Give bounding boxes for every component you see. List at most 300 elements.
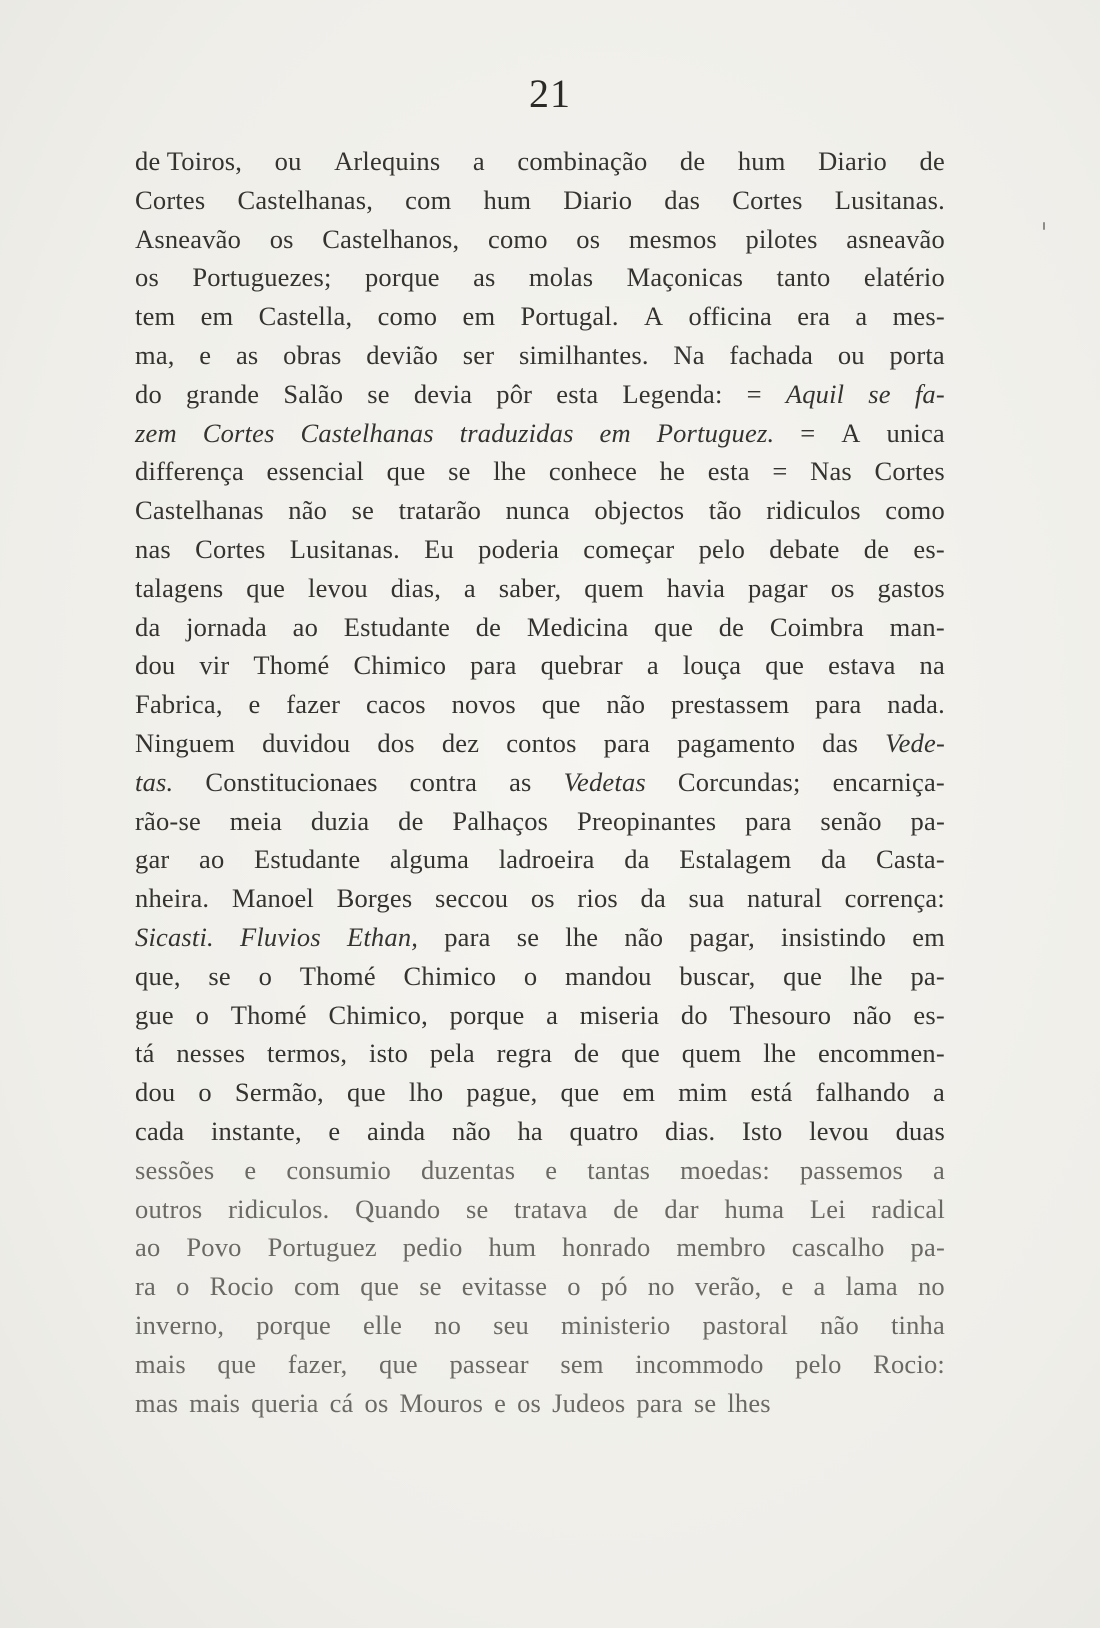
word: em xyxy=(462,301,496,332)
word: dou xyxy=(135,650,176,681)
word: no xyxy=(434,1309,462,1340)
word: de xyxy=(398,805,424,836)
word: e xyxy=(328,1115,341,1146)
word: Judeos xyxy=(552,1387,626,1418)
word: Diario xyxy=(818,146,887,176)
text-line xyxy=(135,258,945,297)
text-line xyxy=(135,491,945,530)
word: Mouros xyxy=(399,1387,484,1418)
word: Vedetas xyxy=(563,766,646,797)
word: de xyxy=(919,146,945,176)
word: Corcundas; xyxy=(677,766,801,797)
word: mandou xyxy=(565,960,652,991)
word: a xyxy=(813,1271,826,1302)
word: pague, xyxy=(466,1077,538,1108)
word: e xyxy=(781,1271,794,1302)
word: dos xyxy=(377,727,415,758)
word: inverno, xyxy=(135,1309,225,1340)
word: estava xyxy=(828,650,896,681)
word: nheira. xyxy=(135,883,210,914)
word: os xyxy=(576,223,601,254)
word: o xyxy=(198,1077,212,1108)
word: está xyxy=(750,1077,793,1108)
word: e xyxy=(494,1387,507,1418)
word: a xyxy=(546,999,559,1030)
word: = xyxy=(772,456,788,487)
word: Ethan, xyxy=(346,921,419,952)
word: pa- xyxy=(910,805,945,836)
word: duzia xyxy=(310,805,370,836)
word: differença xyxy=(135,456,244,487)
word: duvidou xyxy=(262,727,351,758)
word: que xyxy=(217,1348,257,1379)
word: que xyxy=(621,1038,660,1069)
word: Isto xyxy=(741,1115,783,1146)
text-line xyxy=(135,1190,945,1229)
word: Portuguez xyxy=(267,1232,377,1263)
word: Nas xyxy=(810,456,852,487)
word: Eu xyxy=(424,533,454,564)
word: esta xyxy=(707,456,750,487)
word: o xyxy=(567,1271,581,1302)
word: debate xyxy=(769,533,840,564)
word: tá xyxy=(135,1038,155,1069)
text-line xyxy=(135,530,945,569)
word: Salão xyxy=(283,378,344,409)
word: se xyxy=(868,378,891,409)
word: se xyxy=(208,960,231,991)
word: cacos xyxy=(365,689,426,720)
word: que xyxy=(783,960,823,991)
word: lhe xyxy=(493,456,527,487)
word: Sermão, xyxy=(234,1077,324,1108)
word: sem xyxy=(560,1348,604,1379)
word: passear xyxy=(449,1348,529,1379)
word: insistindo xyxy=(781,921,887,952)
word: para xyxy=(745,805,792,836)
word: tratarão xyxy=(398,495,482,526)
word: termos, xyxy=(267,1038,348,1069)
word: tinha xyxy=(890,1309,945,1340)
word: Asneavão xyxy=(135,223,242,254)
word: para xyxy=(444,921,491,952)
word: pôr xyxy=(496,378,533,409)
text-line xyxy=(135,724,945,763)
word: combinação xyxy=(517,146,648,176)
word: Thesouro xyxy=(729,999,832,1030)
word: asneavão xyxy=(846,223,945,254)
word: se xyxy=(419,1271,442,1302)
text-line xyxy=(135,685,945,724)
word: Chimico xyxy=(403,960,497,991)
word: membro xyxy=(676,1232,766,1263)
text-line xyxy=(135,646,945,685)
word: regra xyxy=(496,1038,553,1069)
word: gar xyxy=(135,844,170,875)
word: os xyxy=(269,223,294,254)
word: cada xyxy=(135,1115,185,1146)
word: que xyxy=(541,689,581,720)
word: as xyxy=(509,766,532,797)
word: Thomé xyxy=(253,650,330,681)
word: es- xyxy=(913,533,945,564)
word: gue xyxy=(135,999,174,1030)
word: saber, xyxy=(498,572,562,603)
text-line xyxy=(135,802,945,841)
word: que xyxy=(386,456,426,487)
word: que xyxy=(246,572,286,603)
word: quatro xyxy=(569,1115,639,1146)
word: se xyxy=(693,1387,717,1418)
word: ridiculos. xyxy=(228,1193,330,1224)
word: lhe xyxy=(763,1038,797,1069)
word: a xyxy=(472,146,485,176)
text-line xyxy=(135,336,945,375)
word: seu xyxy=(493,1309,530,1340)
text-line xyxy=(135,1151,945,1190)
word: dar xyxy=(664,1193,699,1224)
word: senão xyxy=(820,805,882,836)
word: ministerio xyxy=(561,1309,671,1340)
text-line xyxy=(135,1228,945,1267)
word: ou xyxy=(274,146,302,176)
word: fa- xyxy=(914,378,945,409)
word: o xyxy=(258,960,273,991)
word: levou xyxy=(809,1115,869,1146)
word: ridiculos xyxy=(766,495,861,526)
text-line xyxy=(135,840,945,879)
word: quem xyxy=(584,572,644,603)
word: Estudante xyxy=(254,844,361,875)
word: como xyxy=(487,223,548,254)
word: não xyxy=(606,689,646,720)
word: lama xyxy=(845,1271,898,1302)
word: quem xyxy=(681,1038,742,1069)
word: a xyxy=(463,572,476,603)
word: fazer, xyxy=(287,1348,348,1379)
word: de xyxy=(718,611,745,642)
word: Cortes xyxy=(874,456,945,487)
word: talagens xyxy=(135,572,224,603)
word: tão xyxy=(708,495,742,526)
word: quebrar xyxy=(540,650,623,681)
word: tantas xyxy=(587,1154,651,1185)
word: Castelhanas, xyxy=(237,184,374,215)
word: que xyxy=(379,1348,418,1379)
text-line xyxy=(135,220,945,259)
word: fazer xyxy=(286,689,341,720)
word: Fabrica, xyxy=(135,689,223,720)
word: consumio xyxy=(286,1154,391,1185)
word: Sicasti. xyxy=(135,921,214,952)
word: esta xyxy=(556,378,599,409)
word: devia xyxy=(413,378,473,409)
word: pedio xyxy=(402,1232,463,1263)
word: Castelhanos, xyxy=(322,223,460,254)
word: pagar, xyxy=(689,921,755,952)
word: não xyxy=(852,999,892,1030)
word: honrado xyxy=(562,1232,651,1263)
word: o xyxy=(176,1271,190,1302)
word: verão, xyxy=(694,1271,762,1302)
word: se xyxy=(367,378,390,409)
word: Cortes xyxy=(202,417,275,448)
word: Thomé xyxy=(299,960,376,991)
word: queria xyxy=(251,1387,319,1418)
word: sessões xyxy=(135,1154,215,1185)
word: seccou xyxy=(434,883,509,914)
word: pagar xyxy=(747,572,808,603)
word: corrença: xyxy=(844,883,945,914)
word: Chimico, xyxy=(328,999,428,1030)
word: ha xyxy=(517,1115,543,1146)
word: do xyxy=(680,999,708,1030)
word: ma, xyxy=(135,339,175,370)
word: natural xyxy=(747,883,823,914)
word: encommen- xyxy=(818,1038,945,1069)
word: Rocio: xyxy=(873,1348,945,1379)
word: pa- xyxy=(910,1232,945,1263)
word: de xyxy=(863,533,890,564)
word: para xyxy=(470,650,517,681)
word: contos xyxy=(506,727,577,758)
word: os xyxy=(830,572,855,603)
word: em xyxy=(912,921,945,952)
word: Portuguezes; xyxy=(192,262,332,293)
word: com xyxy=(405,184,452,215)
word: Diario xyxy=(563,184,633,215)
word: Estalagem xyxy=(679,844,792,875)
word: lhe xyxy=(565,921,599,952)
word: se xyxy=(351,495,375,526)
word: pastoral xyxy=(702,1309,789,1340)
word: Rocio xyxy=(209,1271,274,1302)
text-line xyxy=(135,181,945,220)
word: rão-se xyxy=(135,805,201,836)
text-line xyxy=(135,608,945,647)
word: unica xyxy=(886,417,945,448)
word: Coimbra xyxy=(769,611,864,642)
word: o xyxy=(195,999,210,1030)
text-line xyxy=(135,569,945,608)
word: traduzidas xyxy=(459,417,574,448)
word: obras xyxy=(283,339,342,370)
word: meia xyxy=(229,805,283,836)
word: duas xyxy=(895,1115,945,1146)
word: Chimico xyxy=(353,650,447,681)
word: devião xyxy=(366,339,439,370)
text-line xyxy=(135,957,945,996)
word: Cortes xyxy=(135,184,206,215)
word: das xyxy=(664,184,701,215)
word: radical xyxy=(871,1193,945,1224)
word: em xyxy=(200,301,234,332)
word: do xyxy=(135,378,162,409)
word: pelo xyxy=(795,1348,842,1379)
word: evitasse xyxy=(461,1271,548,1302)
word: = xyxy=(746,378,762,409)
word: tratava xyxy=(514,1193,588,1224)
text-line xyxy=(135,297,945,336)
word: instante, xyxy=(210,1115,302,1146)
word: he xyxy=(659,456,686,487)
text-line xyxy=(135,879,945,918)
word: não xyxy=(820,1309,859,1340)
text-line xyxy=(135,996,945,1035)
word: porque xyxy=(364,262,440,293)
word: que xyxy=(765,650,805,681)
word: das xyxy=(822,727,859,758)
word: Legenda: xyxy=(622,378,723,409)
word: era xyxy=(797,301,831,332)
word: mas xyxy=(135,1387,179,1418)
word: e xyxy=(545,1154,558,1185)
word: hum xyxy=(488,1232,537,1263)
word: não xyxy=(288,495,328,526)
word: porta xyxy=(889,339,945,370)
word: Thomé xyxy=(230,999,307,1030)
text-line xyxy=(135,918,945,957)
word: a xyxy=(646,650,659,681)
word: tanto xyxy=(776,262,831,293)
word: Arlequins xyxy=(334,146,441,176)
word: Na xyxy=(673,339,705,370)
text-line xyxy=(135,142,945,181)
word: zem xyxy=(135,417,177,448)
word: levou xyxy=(308,572,368,603)
word: moedas: xyxy=(680,1154,770,1185)
word: com xyxy=(293,1271,341,1302)
word: miseria xyxy=(579,999,660,1030)
word: tas. xyxy=(135,766,174,797)
word: a xyxy=(933,1154,945,1185)
word: buscar, xyxy=(679,960,756,991)
word: havia xyxy=(666,572,726,603)
word: em xyxy=(622,1077,656,1108)
word: outros xyxy=(135,1193,203,1224)
word: não xyxy=(624,921,664,952)
word: Ninguem xyxy=(135,727,236,758)
word: Cortes xyxy=(195,533,266,564)
word: jornada xyxy=(186,611,267,642)
word: es- xyxy=(913,999,945,1030)
word: huma xyxy=(724,1193,785,1224)
word: elle xyxy=(363,1309,403,1340)
word: pó xyxy=(600,1271,628,1302)
word: os xyxy=(135,262,159,293)
word: fachada xyxy=(729,339,814,370)
word: elatério xyxy=(863,262,945,293)
word: essencial xyxy=(266,456,364,487)
word: tem xyxy=(135,301,176,332)
word: lho xyxy=(408,1077,444,1108)
word: A xyxy=(643,301,664,332)
word: as xyxy=(235,339,259,370)
word: como xyxy=(885,495,945,526)
word: da xyxy=(640,883,666,914)
word: falhando xyxy=(815,1077,910,1108)
word: rios xyxy=(577,883,618,914)
word: similhantes. xyxy=(518,339,649,370)
word: ra xyxy=(135,1271,156,1302)
word: a xyxy=(932,1077,945,1108)
word: encarniça- xyxy=(832,766,945,797)
word: na xyxy=(919,650,945,681)
word: Fluvios xyxy=(239,921,321,952)
text-line xyxy=(135,375,945,414)
word: mais xyxy=(189,1387,241,1418)
word: grande xyxy=(185,378,260,409)
word: para xyxy=(636,1387,683,1418)
word: a xyxy=(855,301,868,332)
word: dias. xyxy=(665,1115,716,1146)
word: Cortes xyxy=(732,184,803,215)
word: pelo xyxy=(698,533,746,564)
word: as xyxy=(473,262,496,293)
text-line xyxy=(135,1384,945,1423)
text-line xyxy=(135,1345,945,1384)
page-number: 21 xyxy=(529,71,571,116)
word: nesses xyxy=(176,1038,246,1069)
word: dias, xyxy=(390,572,442,603)
word: nada. xyxy=(887,689,945,720)
word: alguma xyxy=(389,844,470,875)
word: da xyxy=(821,844,847,875)
word: pilotes xyxy=(745,223,818,254)
word: cascalho xyxy=(791,1232,885,1263)
word: hum xyxy=(483,184,532,215)
word: contra xyxy=(409,766,478,797)
word: ser xyxy=(462,339,495,370)
word: louça xyxy=(682,650,742,681)
word: gastos xyxy=(877,572,945,603)
word: porque xyxy=(256,1309,332,1340)
word: se xyxy=(465,1193,489,1224)
word: Castelhanas xyxy=(300,417,434,448)
word: ainda xyxy=(367,1115,426,1146)
word: Vede- xyxy=(885,727,945,758)
word: Castella, xyxy=(258,301,353,332)
word: man- xyxy=(889,611,945,642)
word: mes- xyxy=(892,301,945,332)
word: pagamento xyxy=(677,727,796,758)
word: objectos xyxy=(594,495,685,526)
word: começar xyxy=(583,533,675,564)
word: mim xyxy=(678,1077,728,1108)
word: Palhaços xyxy=(452,805,549,836)
text-line xyxy=(135,414,945,453)
word: Povo xyxy=(186,1232,242,1263)
word: Manoel xyxy=(231,883,314,914)
word: incommodo xyxy=(635,1348,764,1379)
word: lhes xyxy=(727,1387,771,1418)
word: o xyxy=(523,960,538,991)
word: Estudante xyxy=(343,611,451,642)
word: lhe xyxy=(849,960,883,991)
word: os xyxy=(517,1387,542,1418)
word: os xyxy=(530,883,555,914)
text-line xyxy=(135,1267,945,1306)
word: não xyxy=(452,1115,491,1146)
word: em xyxy=(599,417,631,448)
word: Lusitanas. xyxy=(289,533,400,564)
word: ladroeira xyxy=(498,844,595,875)
word: hum xyxy=(737,146,786,176)
word: que, xyxy=(135,960,181,991)
word: passemos xyxy=(799,1154,904,1185)
word: Portugal. xyxy=(520,301,619,332)
word: = xyxy=(800,417,816,448)
